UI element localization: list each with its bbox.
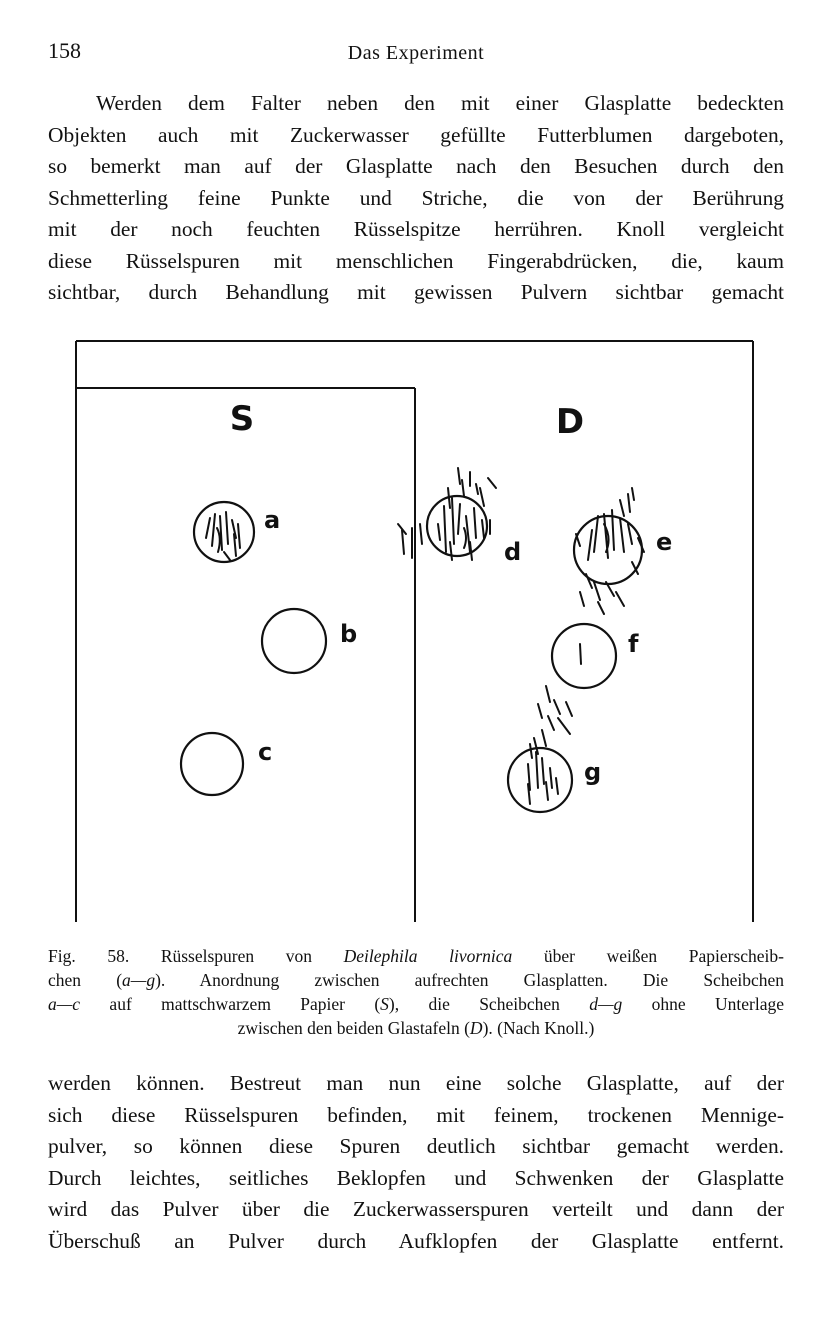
page-number: 158	[48, 38, 81, 63]
figure-caption	[48, 944, 784, 1040]
caption-text: chen (	[48, 970, 123, 990]
paragraph-line: Überschuß an Pulver durch Aufklopfen der Glasplatte entfernt.	[48, 1228, 784, 1253]
caption-text: zwischen den beiden Glastafeln (	[237, 1018, 470, 1038]
paragraph-line: sichtbar, durch Behandlung mit gewissen Pulvern sichtbar gemacht	[48, 280, 784, 304]
paragraph-line: diese Rüsselspuren mit menschlichen Fingerabdrücken, die, kaum	[48, 248, 784, 273]
caption-text: ), die Scheibchen	[388, 994, 590, 1014]
paragraph-line: Durch leichtes, seitliches Beklopfen und Schwenken der Glasplatte	[48, 1165, 784, 1190]
caption-text: Fig. 58. Rüsselspuren von	[48, 946, 344, 966]
paragraph-line: wird das Pulver über die Zuckerwasserspuren verteilt und dann der	[48, 1197, 784, 1221]
paragraph-line: Schmetterling feine Punkte und Striche, die von der Berührung	[48, 185, 784, 210]
disc-labels	[258, 506, 672, 786]
paragraph-line: mit der noch feuchten Rüsselspitze herrühren. Knoll vergleicht	[48, 217, 784, 241]
disc-d	[427, 496, 487, 556]
paragraph-line: Objekten auch mit Zuckerwasser gefüllte Futterblumen dargeboten,	[48, 122, 784, 147]
caption-range: a—c	[48, 994, 81, 1014]
caption-text: ). Anordnung zwischen aufrechten Glasplatten. Die Scheibchen	[155, 970, 784, 990]
disc-label-a: a	[264, 506, 281, 534]
disc-label-b: b	[340, 620, 358, 648]
paragraph-line: sich diese Rüsselspuren befinden, mit feinem, trockenen Mennige-	[48, 1102, 784, 1127]
figure-58	[72, 338, 762, 922]
paragraph-2	[48, 1068, 784, 1257]
disc-g	[508, 748, 572, 812]
paragraph-line: Werden dem Falter neben den mit einer Glasplatte bedeckten	[96, 91, 784, 115]
panel-label-d: D	[555, 402, 585, 442]
page-header	[48, 38, 784, 70]
caption-line	[48, 1016, 784, 1040]
caption-text: auf mattschwarzem Papier (	[80, 994, 381, 1014]
caption-range: d—g	[589, 994, 623, 1014]
caption-line	[48, 968, 784, 992]
glass-frame	[76, 341, 753, 922]
caption-species: Deilephila livornica	[343, 946, 513, 966]
disc-c	[181, 733, 243, 795]
disc-label-d: d	[504, 538, 522, 566]
caption-symbol: D	[469, 1018, 483, 1038]
caption-symbol: S	[380, 994, 389, 1014]
disc-label-e: e	[656, 528, 673, 556]
caption-line	[48, 944, 784, 968]
disc-b	[262, 609, 326, 673]
paragraph-line: so bemerkt man auf der Glasplatte nach den Besuchen durch den	[48, 154, 784, 178]
panel-label-s: S	[229, 399, 255, 439]
caption-text: ). (Nach Knoll.)	[482, 1018, 595, 1038]
caption-range: a—g	[122, 970, 156, 990]
paragraph-line: pulver, so können diese Spuren deutlich sichtbar gemacht werden.	[48, 1134, 784, 1158]
disc-label-g: g	[584, 758, 602, 786]
caption-text: ohne Unterlage	[622, 994, 784, 1014]
disc-label-c: c	[258, 738, 273, 766]
disc-f	[552, 624, 616, 688]
disc-label-f: f	[628, 630, 639, 658]
paragraph-line: werden können. Bestreut man nun eine solche Glasplatte, auf der	[48, 1071, 784, 1095]
caption-line	[48, 992, 784, 1016]
figure-drawing	[72, 338, 762, 922]
caption-text: über weißen Papierscheib-	[512, 946, 784, 966]
running-head: Das Experiment	[347, 42, 485, 64]
paragraph-1	[48, 88, 784, 309]
